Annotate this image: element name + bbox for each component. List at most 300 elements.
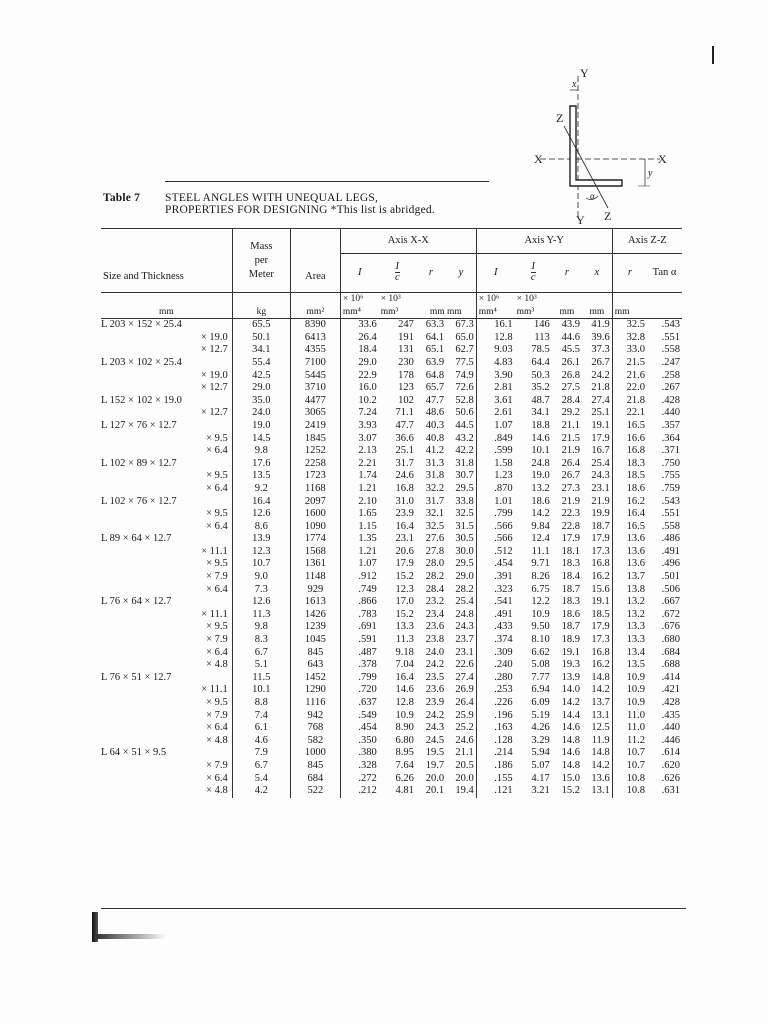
header-sy-num: I (531, 260, 535, 272)
diagram-label-z-top: Z (556, 111, 564, 125)
cell-size: × 11.1 (201, 684, 228, 696)
cell-iy: .391 (476, 571, 514, 584)
cell-rx: 24.5 (425, 734, 445, 746)
cell-ix: .866 (340, 596, 378, 609)
cell-rx: 28.0 (425, 558, 445, 570)
cell-ry: 29.2 (561, 407, 580, 419)
cell-sy: 18.6 (531, 495, 550, 507)
header-sy-den: c (530, 271, 536, 283)
header-mass-2: per (254, 254, 269, 266)
header-sx (379, 254, 416, 293)
cell-size: L 127 × 76 × 12.7 (101, 419, 177, 431)
cell-iy: .599 (476, 445, 514, 458)
cell-tan-alpha: .440 (661, 407, 680, 419)
cell-y: 30.0 (455, 545, 474, 557)
cell-tan-alpha: .750 (661, 457, 680, 469)
cell-rz: 13.5 (612, 659, 647, 672)
cell-sx: 7.04 (395, 659, 414, 671)
cell-tan-alpha: .364 (661, 432, 680, 444)
table-row (101, 684, 682, 697)
cell-size: × 11.1 (201, 545, 228, 557)
unit-ry: mm (559, 306, 575, 317)
cell-x: 17.9 (591, 533, 610, 545)
table-row (101, 760, 682, 773)
cell-ry: 18.7 (561, 583, 580, 595)
cell-iy: .541 (476, 596, 514, 609)
cell-x: 12.5 (591, 722, 610, 734)
cell-mass: 50.1 (232, 332, 290, 345)
cell-y: 26.4 (455, 697, 474, 708)
cell-rz: 13.3 (612, 621, 647, 634)
cell-size: × 9.5 (206, 432, 228, 444)
cell-iy: .214 (476, 747, 514, 760)
header-rx: r (428, 266, 433, 278)
cell-tan-alpha: .543 (661, 495, 680, 507)
cell-ix: 1.21 (340, 546, 378, 559)
cell-area: 2258 (290, 458, 340, 471)
table-row (101, 596, 682, 609)
unit-sx-val: mm³ (380, 306, 399, 317)
cell-y: 25.4 (455, 596, 474, 608)
cell-y: 72.6 (455, 382, 474, 394)
cell-area: 929 (290, 584, 340, 597)
cell-y: 65.0 (455, 331, 474, 343)
cell-x: 16.7 (591, 445, 610, 457)
cell-y: 24.6 (455, 734, 474, 746)
cell-y: 33.8 (455, 495, 474, 507)
cell-ix: 1.07 (340, 558, 378, 571)
unit-ix-val: mm⁴ (342, 306, 361, 317)
cell-y: 28.2 (455, 583, 474, 595)
cell-x: 24.3 (591, 470, 610, 482)
cell-ry: 19.1 (561, 646, 580, 658)
cell-ix: .783 (340, 609, 378, 622)
cell-y: 30.5 (455, 533, 474, 545)
cell-sy: 6.94 (531, 684, 550, 696)
cell-sx: 23.9 (395, 508, 414, 520)
unit-sx-mult: × 10³ (380, 294, 401, 304)
cell-rz: 21.8 (612, 395, 647, 408)
cell-iy: .566 (476, 533, 514, 546)
table-row (101, 785, 682, 798)
cell-area: 643 (290, 659, 340, 672)
cell-area: 1361 (290, 558, 340, 571)
cell-sy: 8.10 (531, 634, 550, 646)
cell-size: × 7.9 (206, 571, 228, 583)
cell-size: × 4.8 (206, 785, 228, 797)
unit-iy (476, 293, 514, 319)
cell-area: 1116 (290, 697, 340, 710)
cell-area: 1774 (290, 533, 340, 546)
cell-ry: 21.1 (561, 419, 580, 431)
cell-size: × 9.5 (206, 470, 228, 482)
cell-sy: 5.07 (531, 759, 550, 771)
cell-ix: 3.07 (340, 433, 378, 446)
cell-tan-alpha: .267 (661, 382, 680, 394)
cell-iy: 2.81 (476, 382, 514, 395)
cell-tan-alpha: .558 (661, 344, 680, 356)
cell-y: 25.2 (455, 722, 474, 734)
cell-size: × 19.0 (200, 369, 228, 381)
cell-rz: 10.7 (612, 760, 647, 773)
cell-x: 16.8 (591, 646, 610, 658)
table-row (101, 634, 682, 647)
cell-size: L 76 × 51 × 12.7 (101, 671, 172, 683)
cell-ry: 43.9 (561, 319, 580, 331)
cell-x: 14.2 (591, 759, 610, 771)
cell-sy: 4.17 (531, 772, 550, 784)
cell-iy: .253 (476, 684, 514, 697)
cell-ix: .272 (340, 773, 378, 786)
cell-rz: 13.8 (612, 584, 647, 597)
cell-y: 23.1 (455, 646, 474, 658)
cell-size: × 4.8 (206, 734, 228, 746)
cell-sy: 24.8 (531, 457, 550, 469)
cell-ry: 14.4 (561, 709, 580, 721)
cell-ix: .591 (340, 634, 378, 647)
table-title-line1: STEEL ANGLES WITH UNEQUAL LEGS, (165, 192, 379, 204)
cell-rx: 28.4 (425, 583, 445, 595)
cell-rz: 13.7 (612, 571, 647, 584)
cell-rx: 24.3 (425, 722, 445, 734)
cell-x: 25.4 (591, 457, 610, 469)
cell-area: 1000 (290, 747, 340, 760)
diagram-label-y-bottom: Y (576, 213, 585, 227)
cell-sx: 23.1 (395, 533, 414, 545)
cell-sy: 34.1 (531, 407, 550, 419)
cell-area: 4355 (290, 344, 340, 357)
cell-ry: 44.6 (561, 331, 580, 343)
cell-sy: 19.0 (531, 470, 550, 482)
cell-size: × 9.5 (206, 508, 228, 520)
cell-ix: 1.35 (340, 533, 378, 546)
cell-area: 582 (290, 735, 340, 748)
cell-rz: 18.5 (612, 470, 647, 483)
cell-ry: 22.3 (561, 508, 580, 520)
cell-mass: 16.4 (232, 496, 290, 509)
cell-ry: 14.2 (561, 697, 580, 708)
cell-ix: .487 (340, 647, 378, 660)
cell-sy: 4.26 (531, 722, 550, 734)
cell-rz: 13.6 (612, 546, 647, 559)
cell-sx: 8.90 (395, 722, 414, 734)
cell-rz: 16.2 (612, 496, 647, 509)
cell-sx: 36.6 (395, 432, 414, 444)
cell-sy: 13.2 (531, 482, 550, 494)
table-row (101, 533, 682, 546)
cell-sy: 9.71 (531, 558, 550, 570)
table-row (101, 571, 682, 584)
cell-tan-alpha: .759 (661, 482, 680, 494)
cell-sy: 48.7 (531, 394, 550, 406)
cell-rz: 10.8 (612, 785, 647, 798)
cell-ix: 2.21 (340, 458, 378, 471)
cell-size: L 203 × 152 × 25.4 (101, 319, 182, 331)
cell-rx: 40.8 (425, 432, 445, 444)
cell-y: 44.5 (455, 419, 474, 431)
diagram-label-x-dim: x (572, 79, 577, 90)
cell-rz: 22.0 (612, 382, 647, 395)
header-tan-alpha: Tan α (652, 266, 677, 278)
cell-iy: 9.03 (476, 344, 514, 357)
cell-rx: 23.4 (425, 608, 445, 620)
cell-ix: .454 (340, 722, 378, 735)
header-iy: I (476, 254, 514, 293)
cell-ry: 13.9 (561, 671, 580, 683)
cell-tan-alpha: .684 (661, 646, 680, 658)
cell-ry: 26.8 (561, 369, 580, 381)
cell-ry: 14.8 (561, 734, 580, 746)
cell-area: 768 (290, 722, 340, 735)
cell-sy: 113 (534, 331, 550, 343)
cell-iy: .121 (476, 785, 514, 798)
cell-rz: 11.0 (612, 722, 647, 735)
cell-y: 30.7 (455, 470, 474, 482)
cell-ry: 27.5 (561, 382, 580, 394)
cell-size: × 6.4 (206, 722, 228, 734)
cell-ry: 18.7 (561, 621, 580, 633)
cell-x: 15.6 (591, 583, 610, 595)
cell-sx: 7.64 (395, 759, 414, 771)
cell-rx: 48.6 (425, 407, 445, 419)
cell-sy: 12.4 (531, 533, 550, 545)
cell-sx: 9.18 (395, 646, 414, 658)
cell-sy: 6.75 (531, 583, 550, 595)
cell-rx: 47.7 (425, 394, 445, 406)
cell-size: × 12.7 (200, 344, 228, 356)
table-row (101, 521, 682, 534)
cell-tan-alpha: .428 (661, 394, 680, 406)
table-row (101, 445, 682, 458)
cell-x: 13.6 (591, 772, 610, 784)
cell-mass: 17.6 (232, 458, 290, 471)
cell-size: × 12.7 (200, 382, 228, 394)
cell-rx: 28.2 (425, 571, 445, 583)
cell-rz: 16.5 (612, 420, 647, 433)
header-ry: r (564, 266, 569, 278)
cell-sy: 8.26 (531, 571, 550, 583)
cell-rx: 32.1 (425, 508, 445, 520)
cell-y: 50.6 (455, 407, 474, 419)
cell-area: 1148 (290, 571, 340, 584)
cell-y: 24.3 (455, 621, 474, 633)
unit-size: mm (159, 306, 174, 317)
cell-size: L 152 × 102 × 19.0 (101, 394, 182, 406)
cell-rx: 65.1 (425, 344, 445, 356)
cell-tan-alpha: .486 (661, 533, 680, 545)
cell-iy: .240 (476, 659, 514, 672)
cell-tan-alpha: .620 (661, 759, 680, 771)
cell-rz: 10.7 (612, 747, 647, 760)
table-row (101, 546, 682, 559)
unit-iy-val: mm⁴ (478, 306, 497, 317)
cell-ix: .350 (340, 735, 378, 748)
cell-ix: .549 (340, 710, 378, 723)
table-header (101, 229, 682, 319)
cell-iy: .799 (476, 508, 514, 521)
cell-iy: .849 (476, 433, 514, 446)
cell-rz: 32.8 (612, 332, 647, 345)
cell-tan-alpha: .446 (661, 734, 680, 746)
cell-iy: .128 (476, 735, 514, 748)
cell-size: × 19.0 (200, 331, 228, 343)
cell-ix: 33.6 (340, 319, 378, 332)
cell-size: × 6.4 (206, 646, 228, 658)
cell-mass: 35.0 (232, 395, 290, 408)
cell-size: × 4.8 (206, 659, 228, 671)
cell-ix: 2.10 (340, 496, 378, 509)
cell-rz: 18.6 (612, 483, 647, 496)
cell-mass: 14.5 (232, 433, 290, 446)
cell-iy: .512 (476, 546, 514, 559)
cell-rz: 16.4 (612, 508, 647, 521)
cell-sx: 191 (398, 331, 414, 343)
cell-x: 13.1 (591, 709, 610, 721)
cell-mass: 29.0 (232, 382, 290, 395)
cell-sx: 47.7 (395, 419, 414, 431)
cell-ix: .720 (340, 684, 378, 697)
cell-size: × 12.7 (200, 407, 228, 419)
cell-iy: .870 (476, 483, 514, 496)
unit-rz: mm (612, 293, 647, 319)
cell-x: 14.8 (591, 747, 610, 759)
cell-rx: 27.8 (425, 545, 445, 557)
cell-sx: 16.4 (395, 520, 414, 532)
cell-rx: 20.0 (425, 772, 445, 784)
cell-sx: 15.2 (395, 608, 414, 620)
cell-rx: 65.7 (425, 382, 445, 394)
header-x: x (594, 266, 600, 278)
cell-iy: 1.58 (476, 458, 514, 471)
header-sx-num: I (395, 260, 400, 272)
table-number: Table 7 (103, 192, 141, 204)
cell-ix: 1.15 (340, 521, 378, 534)
table-row (101, 584, 682, 597)
cell-x: 13.7 (591, 697, 610, 708)
cell-area: 1290 (290, 684, 340, 697)
cell-rz: 13.2 (612, 609, 647, 622)
cell-rz: 32.5 (612, 319, 647, 332)
cell-sy: 6.62 (531, 646, 550, 658)
cell-area: 684 (290, 773, 340, 786)
cell-tan-alpha: .440 (661, 722, 680, 734)
cell-size: L 102 × 76 × 12.7 (101, 495, 177, 507)
table-row (101, 747, 682, 760)
cell-ix: 10.2 (340, 395, 378, 408)
cell-mass: 7.3 (232, 584, 290, 597)
cell-size: × 9.5 (206, 621, 228, 633)
cell-iy: .491 (476, 609, 514, 622)
cell-x: 19.1 (591, 596, 610, 608)
cell-x: 19.9 (591, 508, 610, 520)
cell-ry: 19.3 (561, 659, 580, 671)
cell-sx: 31.7 (395, 457, 414, 469)
cell-ix: 1.21 (340, 483, 378, 496)
cell-sy: 12.2 (531, 596, 550, 608)
cell-x: 11.9 (591, 734, 610, 746)
cell-area: 1252 (290, 445, 340, 458)
cell-sx: 230 (398, 356, 414, 368)
cell-x: 39.6 (591, 331, 610, 343)
header-mass (232, 229, 290, 293)
cell-rz: 10.8 (612, 773, 647, 786)
cell-iy: .374 (476, 634, 514, 647)
cell-rx: 41.2 (425, 445, 445, 457)
cell-mass: 8.6 (232, 521, 290, 534)
diagram-label-x-left: X (534, 152, 543, 166)
cell-size: L 64 × 51 × 9.5 (101, 747, 167, 759)
cell-mass: 7.4 (232, 710, 290, 723)
cell-mass: 13.5 (232, 470, 290, 483)
cell-ix: 22.9 (340, 370, 378, 383)
cell-x: 14.8 (591, 671, 610, 683)
cell-iy: .196 (476, 710, 514, 723)
cell-area: 8390 (290, 319, 340, 332)
cell-ix: 7.24 (340, 407, 378, 420)
cell-x: 37.3 (591, 344, 610, 356)
cell-tan-alpha: .543 (661, 319, 680, 331)
cell-rx: 24.0 (425, 646, 445, 658)
cell-sy: 5.19 (531, 709, 550, 721)
cell-size: L 102 × 89 × 12.7 (101, 457, 177, 469)
table-row (101, 332, 682, 345)
cell-ix: 29.0 (340, 357, 378, 370)
cell-sx: 6.80 (395, 734, 414, 746)
cell-area: 1090 (290, 521, 340, 534)
cell-rx: 23.9 (425, 697, 445, 708)
cell-y: 20.5 (455, 759, 474, 771)
cell-area: 6413 (290, 332, 340, 345)
table-row (101, 496, 682, 509)
cell-area: 7100 (290, 357, 340, 370)
cell-mass: 12.6 (232, 508, 290, 521)
unit-rxy: mm mm (429, 306, 462, 317)
table-row (101, 773, 682, 786)
table-title (103, 192, 435, 216)
table-row (101, 697, 682, 710)
cell-ix: 3.93 (340, 420, 378, 433)
cell-size: × 6.4 (206, 445, 228, 457)
header-mass-1: Mass (250, 240, 273, 252)
cell-iy: 3.90 (476, 370, 514, 383)
cell-iy: 3.61 (476, 395, 514, 408)
cell-rx: 23.8 (425, 634, 445, 646)
cell-mass: 55.4 (232, 357, 290, 370)
cell-size: × 6.4 (206, 520, 228, 532)
cell-tan-alpha: .667 (661, 596, 680, 608)
cell-area: 1239 (290, 621, 340, 634)
cell-ry: 26.7 (561, 470, 580, 482)
cell-tan-alpha: .614 (661, 747, 680, 759)
cell-y: 77.5 (455, 356, 474, 368)
title-rule (165, 181, 489, 182)
cell-iy: 4.83 (476, 357, 514, 370)
cell-tan-alpha: .247 (661, 356, 680, 368)
cell-sx: 25.1 (395, 445, 414, 457)
cell-ry: 14.8 (561, 759, 580, 771)
cell-rx: 23.5 (425, 671, 445, 683)
cell-size: × 7.9 (206, 709, 228, 721)
cell-rz: 10.9 (612, 684, 647, 697)
header-axis-zz: Axis Z-Z (612, 229, 682, 254)
cell-area: 4477 (290, 395, 340, 408)
cell-sx: 178 (398, 369, 414, 381)
cell-y: 23.7 (455, 634, 474, 646)
cell-rx: 24.2 (425, 659, 445, 671)
table-row (101, 735, 682, 748)
unit-sy-mult: × 10³ (516, 294, 537, 304)
cell-ix: 1.65 (340, 508, 378, 521)
